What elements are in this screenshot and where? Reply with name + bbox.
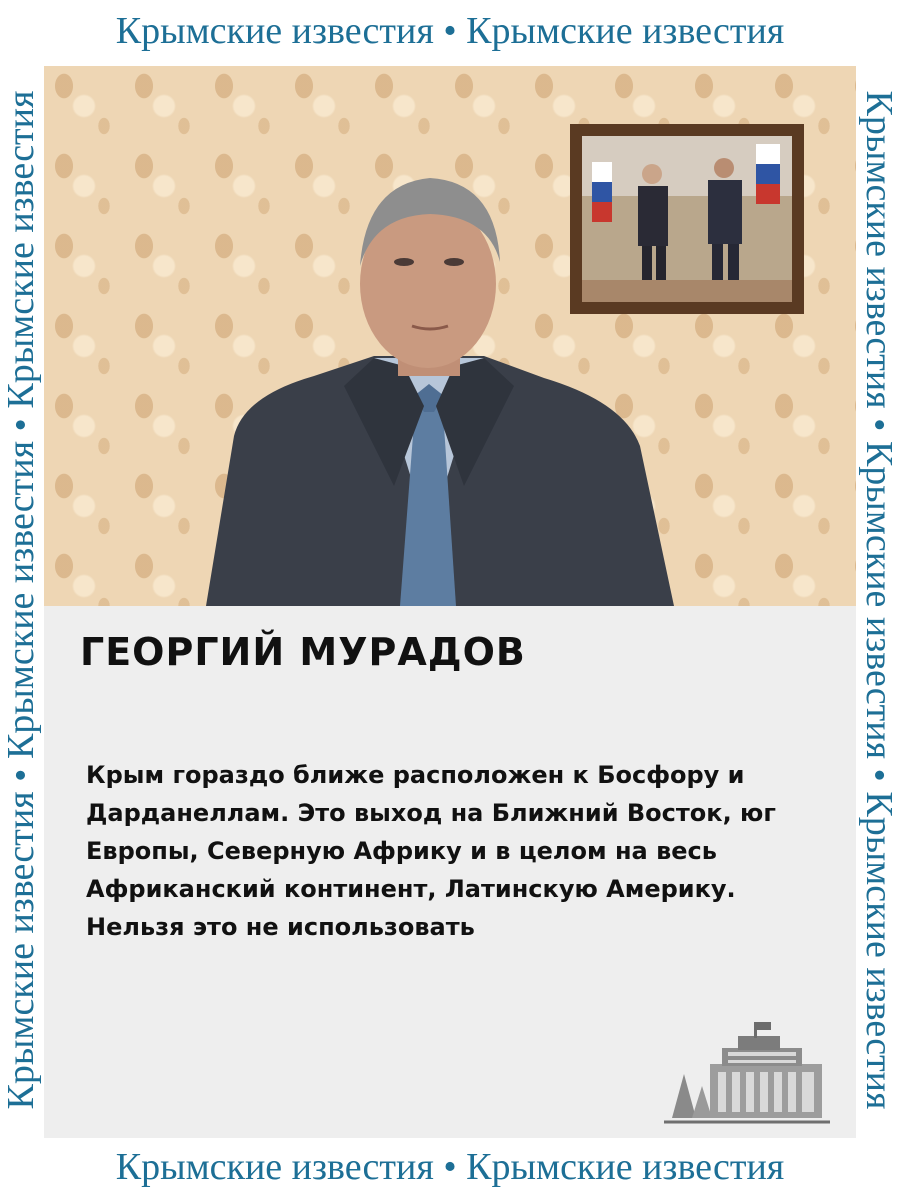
portrait-illustration xyxy=(44,66,856,606)
masthead-right: Крымские известия • Крымские известия • Крымские известия xyxy=(858,90,900,1110)
quote-text: Крым гораздо ближе расположен к Босфору и Дарданеллам. Это выход на Ближний Восток, юг Европы, Северную Африку и в целом на весь Африканский континент, Латинскую Америку. Нельзя это не использовать xyxy=(86,761,776,941)
masthead-top: Крымские известия • Крымские известия xyxy=(115,10,785,52)
person-name: ГЕОРГИЙ МУРАДОВ xyxy=(80,630,526,674)
wall-picture xyxy=(570,124,804,314)
masthead-bottom: Крымские известия • Крымские известия xyxy=(115,1146,785,1188)
portrait-photo xyxy=(44,66,856,606)
parliament-building-icon xyxy=(662,1014,832,1129)
quote-card xyxy=(44,606,856,1138)
masthead-left: Крымские известия • Крымские известия • Крымские известия xyxy=(0,90,42,1110)
